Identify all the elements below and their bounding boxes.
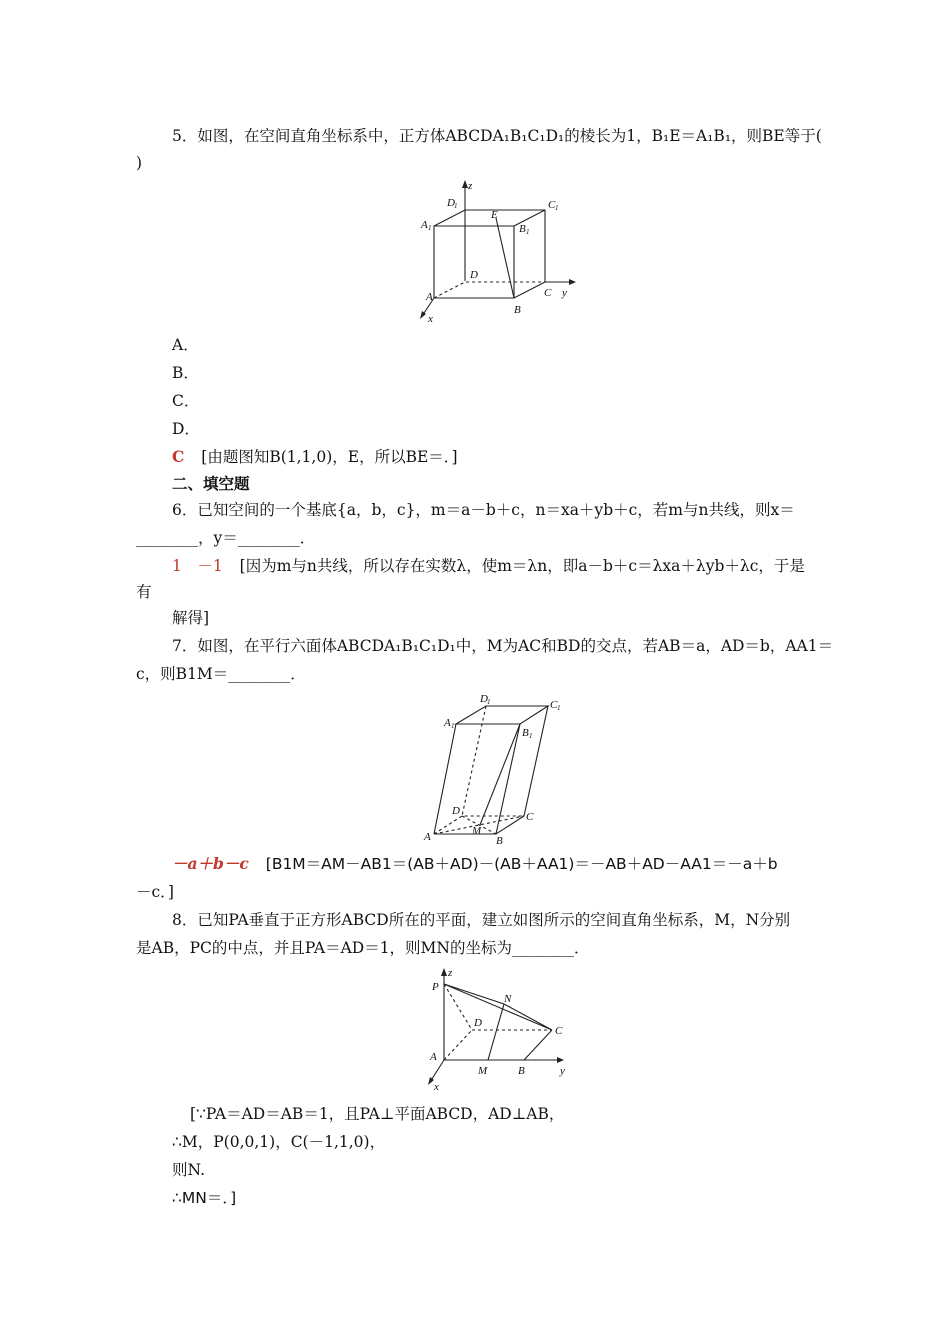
- vertex-C: C: [555, 1025, 563, 1037]
- vertex-B: B: [518, 1065, 525, 1077]
- point-M: M: [472, 825, 482, 837]
- vertex-A1: A: [421, 219, 428, 231]
- q5-option-b: B．: [172, 364, 199, 382]
- vertex-P: P: [432, 981, 439, 993]
- q7-answer-values: －a＋b－c: [172, 854, 249, 873]
- vertex-D1-sub: 1: [487, 698, 491, 706]
- q6-answer-values: 1 －1: [172, 557, 223, 575]
- q8-solution-line1: [∵PA＝AD＝AB＝1，且PA⊥平面ABCD，AD⊥AB，: [190, 1105, 565, 1123]
- section-title: 二、填空题: [172, 474, 250, 493]
- q7-text-line1: 7．如图，在平行六面体ABCDA₁B₁C₁D₁中，M为AC和BD的交点，若AB＝a，AD＝b，AA1＝: [172, 637, 834, 655]
- point-N: N: [504, 993, 512, 1005]
- q6-text-line2: ________，y＝________．: [136, 529, 316, 547]
- q7-answer-line2: －c．]: [136, 883, 174, 901]
- q6-answer: [172, 556, 805, 576]
- parallelepiped-figure: [420, 686, 570, 846]
- axis-y-label: y: [560, 1065, 565, 1077]
- vertex-A1: A: [444, 717, 451, 729]
- vertex-A: A: [424, 831, 431, 843]
- q6-text-line1: 6．已知空间的一个基底{a，b，c}，m＝a－b＋c，n＝xa＋yb＋c，若m与n共线，则x＝: [172, 501, 795, 519]
- vertex-C: C: [544, 287, 552, 299]
- vertex-D: D: [474, 1017, 482, 1029]
- q6-answer-line3: 解得]: [172, 609, 210, 627]
- vertex-C1-sub: 1: [555, 204, 559, 212]
- q7-answer-text: [B1M＝AM－AB1＝(AB＋AD)－(AB＋AA1)＝－AB＋AD－AA1＝－a＋b: [265, 855, 778, 873]
- point-M: M: [478, 1065, 488, 1077]
- q5-answer-text: [由题图知B(1,1,0)，E，所以BE＝．]: [201, 448, 458, 466]
- axis-z-label: z: [448, 967, 453, 979]
- q8-text-line1: 8．已知PA垂直于正方形ABCD所在的平面，建立如图所示的空间直角坐标系，M，N分别: [172, 911, 791, 929]
- q5-option-d: D．: [172, 420, 200, 438]
- q8-solution-line3: 则N.: [172, 1161, 205, 1179]
- vertex-A: A: [426, 291, 433, 303]
- q8-text-line2: 是AB，PC的中点，并且PA＝AD＝1，则MN的坐标为________．: [136, 939, 590, 957]
- vertex-A1-sub: 1: [451, 722, 455, 730]
- vertex-D: D: [470, 269, 478, 281]
- q5-answer: [172, 447, 458, 467]
- axis-y-label: y: [562, 287, 567, 299]
- vertex-C1: C: [548, 199, 556, 211]
- q5-answer-letter: C: [172, 447, 185, 466]
- cube-figure: [412, 176, 592, 326]
- vertex-C1: C: [550, 699, 558, 711]
- q6-answer-text: [因为m与n共线，所以存在实数λ，使m＝λn，即a－b＋c＝λxa＋λyb＋λc，于是: [239, 557, 805, 575]
- vertex-A1-sub: 1: [428, 224, 432, 232]
- axis-x-label: x: [428, 313, 433, 325]
- q7-text-line2: c，则B1M＝________．: [136, 665, 306, 683]
- vertex-C: C: [526, 811, 534, 823]
- vertex-D1: D: [480, 693, 488, 705]
- q5-text-line2: ): [136, 154, 143, 172]
- vertex-B1-sub: 1: [529, 732, 533, 740]
- vertex-D1-sub: 1: [454, 202, 458, 210]
- q5-option-a: A．: [172, 336, 199, 354]
- q5-text-line1: 5．如图，在空间直角坐标系中，正方体ABCDA₁B₁C₁D₁的棱长为1，B₁E＝A₁B₁，则BE等于(: [172, 127, 822, 145]
- vertex-B: B: [496, 835, 503, 846]
- vertex-B1: B: [519, 223, 526, 235]
- vertex-B1-sub: 1: [526, 228, 530, 236]
- axis-x-label: x: [434, 1081, 439, 1093]
- vertex-B1: B: [522, 727, 529, 739]
- pyramid-figure: [420, 964, 580, 1094]
- q5-option-c: C．: [172, 392, 200, 410]
- vertex-D: D: [452, 805, 460, 817]
- vertex-D1: D: [447, 197, 455, 209]
- q7-answer: [172, 854, 778, 874]
- vertex-C1-sub: 1: [557, 704, 561, 712]
- q6-answer-line2: 有: [136, 583, 152, 601]
- axis-z-label: z: [468, 180, 473, 192]
- q8-solution-line4: ∴MN＝．]: [172, 1189, 237, 1207]
- vertex-A: A: [430, 1051, 437, 1063]
- point-E: E: [491, 209, 498, 221]
- vertex-B: B: [514, 304, 521, 316]
- q8-solution-line2: ∴M，P(0,0,1)，C(－1,1,0)，: [172, 1133, 386, 1151]
